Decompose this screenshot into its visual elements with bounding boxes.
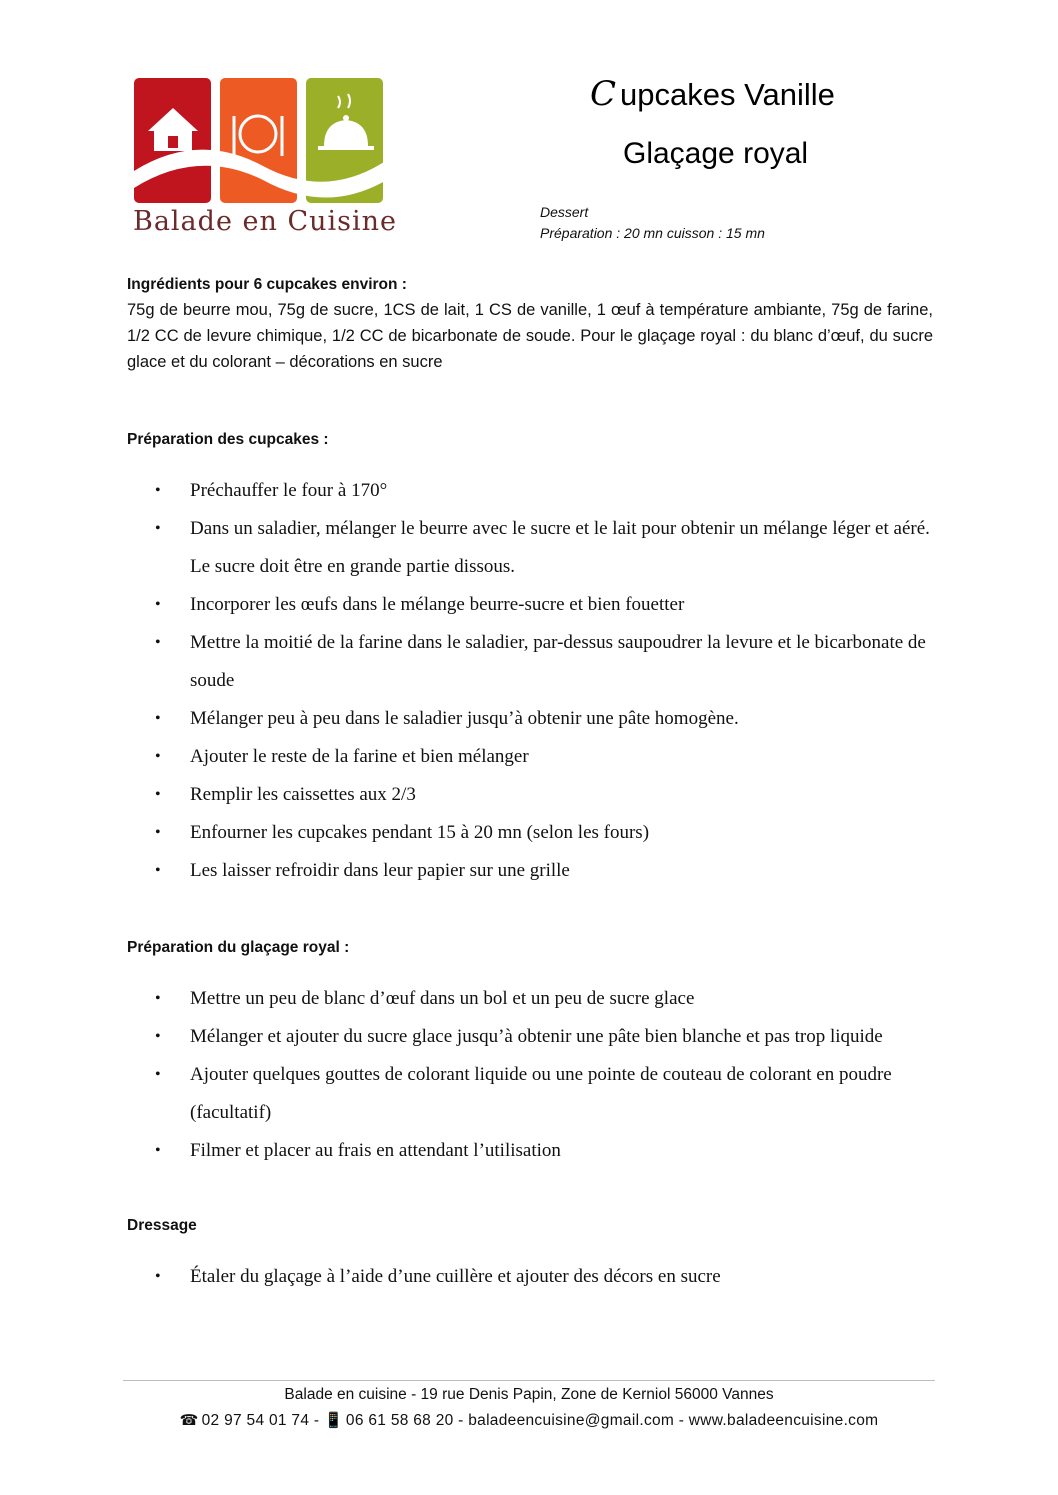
list-item: • Mélanger et ajouter du sucre glace jusqu’à obtenir une pâte bien blanche et pas trop liquide <box>127 1018 933 1056</box>
dressing-steps <box>127 1258 933 1296</box>
list-item: • Étaler du glaçage à l’aide d’une cuillère et ajouter des décors en sucre <box>127 1258 933 1296</box>
recipe-timing: Préparation : 20 mn cuisson : 15 mn <box>540 225 765 241</box>
footer-address: Balade en cuisine - 19 rue Denis Papin, Zone de Kerniol 56000 Vannes <box>284 1386 774 1403</box>
recipe-category: Dessert <box>540 204 589 220</box>
house-icon <box>148 108 198 151</box>
logo-swoosh <box>134 150 390 198</box>
cupcakes-heading: Préparation des cupcakes : <box>127 431 329 448</box>
list-item: • Remplir les caissettes aux 2/3 <box>127 776 933 814</box>
list-item: • Incorporer les œufs dans le mélange beurre-sucre et bien fouetter <box>127 586 933 624</box>
glazing-steps <box>127 980 933 1170</box>
list-item: • Dans un saladier, mélanger le beurre avec le sucre et le lait pour obtenir un mélange léger et aéré. Le sucre doit être en grande partie dissous. <box>127 510 933 586</box>
brand-name: Balade en Cuisine <box>132 206 397 237</box>
list-item: • Enfourner les cupcakes pendant 15 à 20 mn (selon les fours) <box>127 814 933 852</box>
list-item: • Les laisser refroidir dans leur papier sur une grille <box>127 852 933 890</box>
recipe-meta <box>540 202 765 244</box>
list-item: • Mettre la moitié de la farine dans le saladier, par-dessus saupoudrer la levure et le bicarbonate de soude <box>127 624 933 700</box>
list-item: • Préchauffer le four à 170° <box>127 472 933 510</box>
footer-contact-details: 06 61 58 68 20 - baladeencuisine@gmail.com - www.baladeencuisine.com <box>345 1412 879 1429</box>
recipe-title-rest: upcakes Vanille <box>620 77 835 112</box>
glazing-heading: Préparation du glaçage royal : <box>127 939 350 956</box>
cupcakes-steps <box>127 472 933 890</box>
telephone-icon: ☎ <box>179 1412 199 1429</box>
recipe-title <box>590 74 835 114</box>
footer-phone: 02 97 54 01 74 - <box>201 1412 320 1429</box>
plate-icon <box>234 116 282 156</box>
list-item: • Mélanger peu à peu dans le saladier jusqu’à obtenir une pâte homogène. <box>127 700 933 738</box>
footer-divider <box>123 1380 935 1381</box>
dressing-heading: Dressage <box>127 1217 197 1234</box>
ingredients-heading: Ingrédients pour 6 cupcakes environ : <box>127 276 407 293</box>
mobile-phone-icon: 📱 <box>323 1412 343 1429</box>
recipe-title-initial: C <box>590 74 617 114</box>
brand-logo <box>128 76 398 246</box>
ingredients-text: 75g de beurre mou, 75g de sucre, 1CS de lait, 1 CS de vanille, 1 œuf à température ambiante, 75g de farine, 1/2 CC de levure chimique, 1/2 CC de bicarbonate de soude. Pour le glaçage royal : du blanc d’œuf, du sucre glace et du colorant – décorations en sucre <box>127 301 933 371</box>
recipe-subtitle: Glaçage royal <box>623 137 809 170</box>
cloche-icon <box>318 94 374 150</box>
list-item: • Filmer et placer au frais en attendant l’utilisation <box>127 1132 933 1170</box>
list-item: • Mettre un peu de blanc d’œuf dans un bol et un peu de sucre glace <box>127 980 933 1018</box>
footer-contact <box>0 1411 1058 1430</box>
list-item: • Ajouter le reste de la farine et bien mélanger <box>127 738 933 776</box>
list-item: • Ajouter quelques gouttes de colorant liquide ou une pointe de couteau de colorant en poudre (facultatif) <box>127 1056 933 1132</box>
logo-icons <box>128 76 398 206</box>
